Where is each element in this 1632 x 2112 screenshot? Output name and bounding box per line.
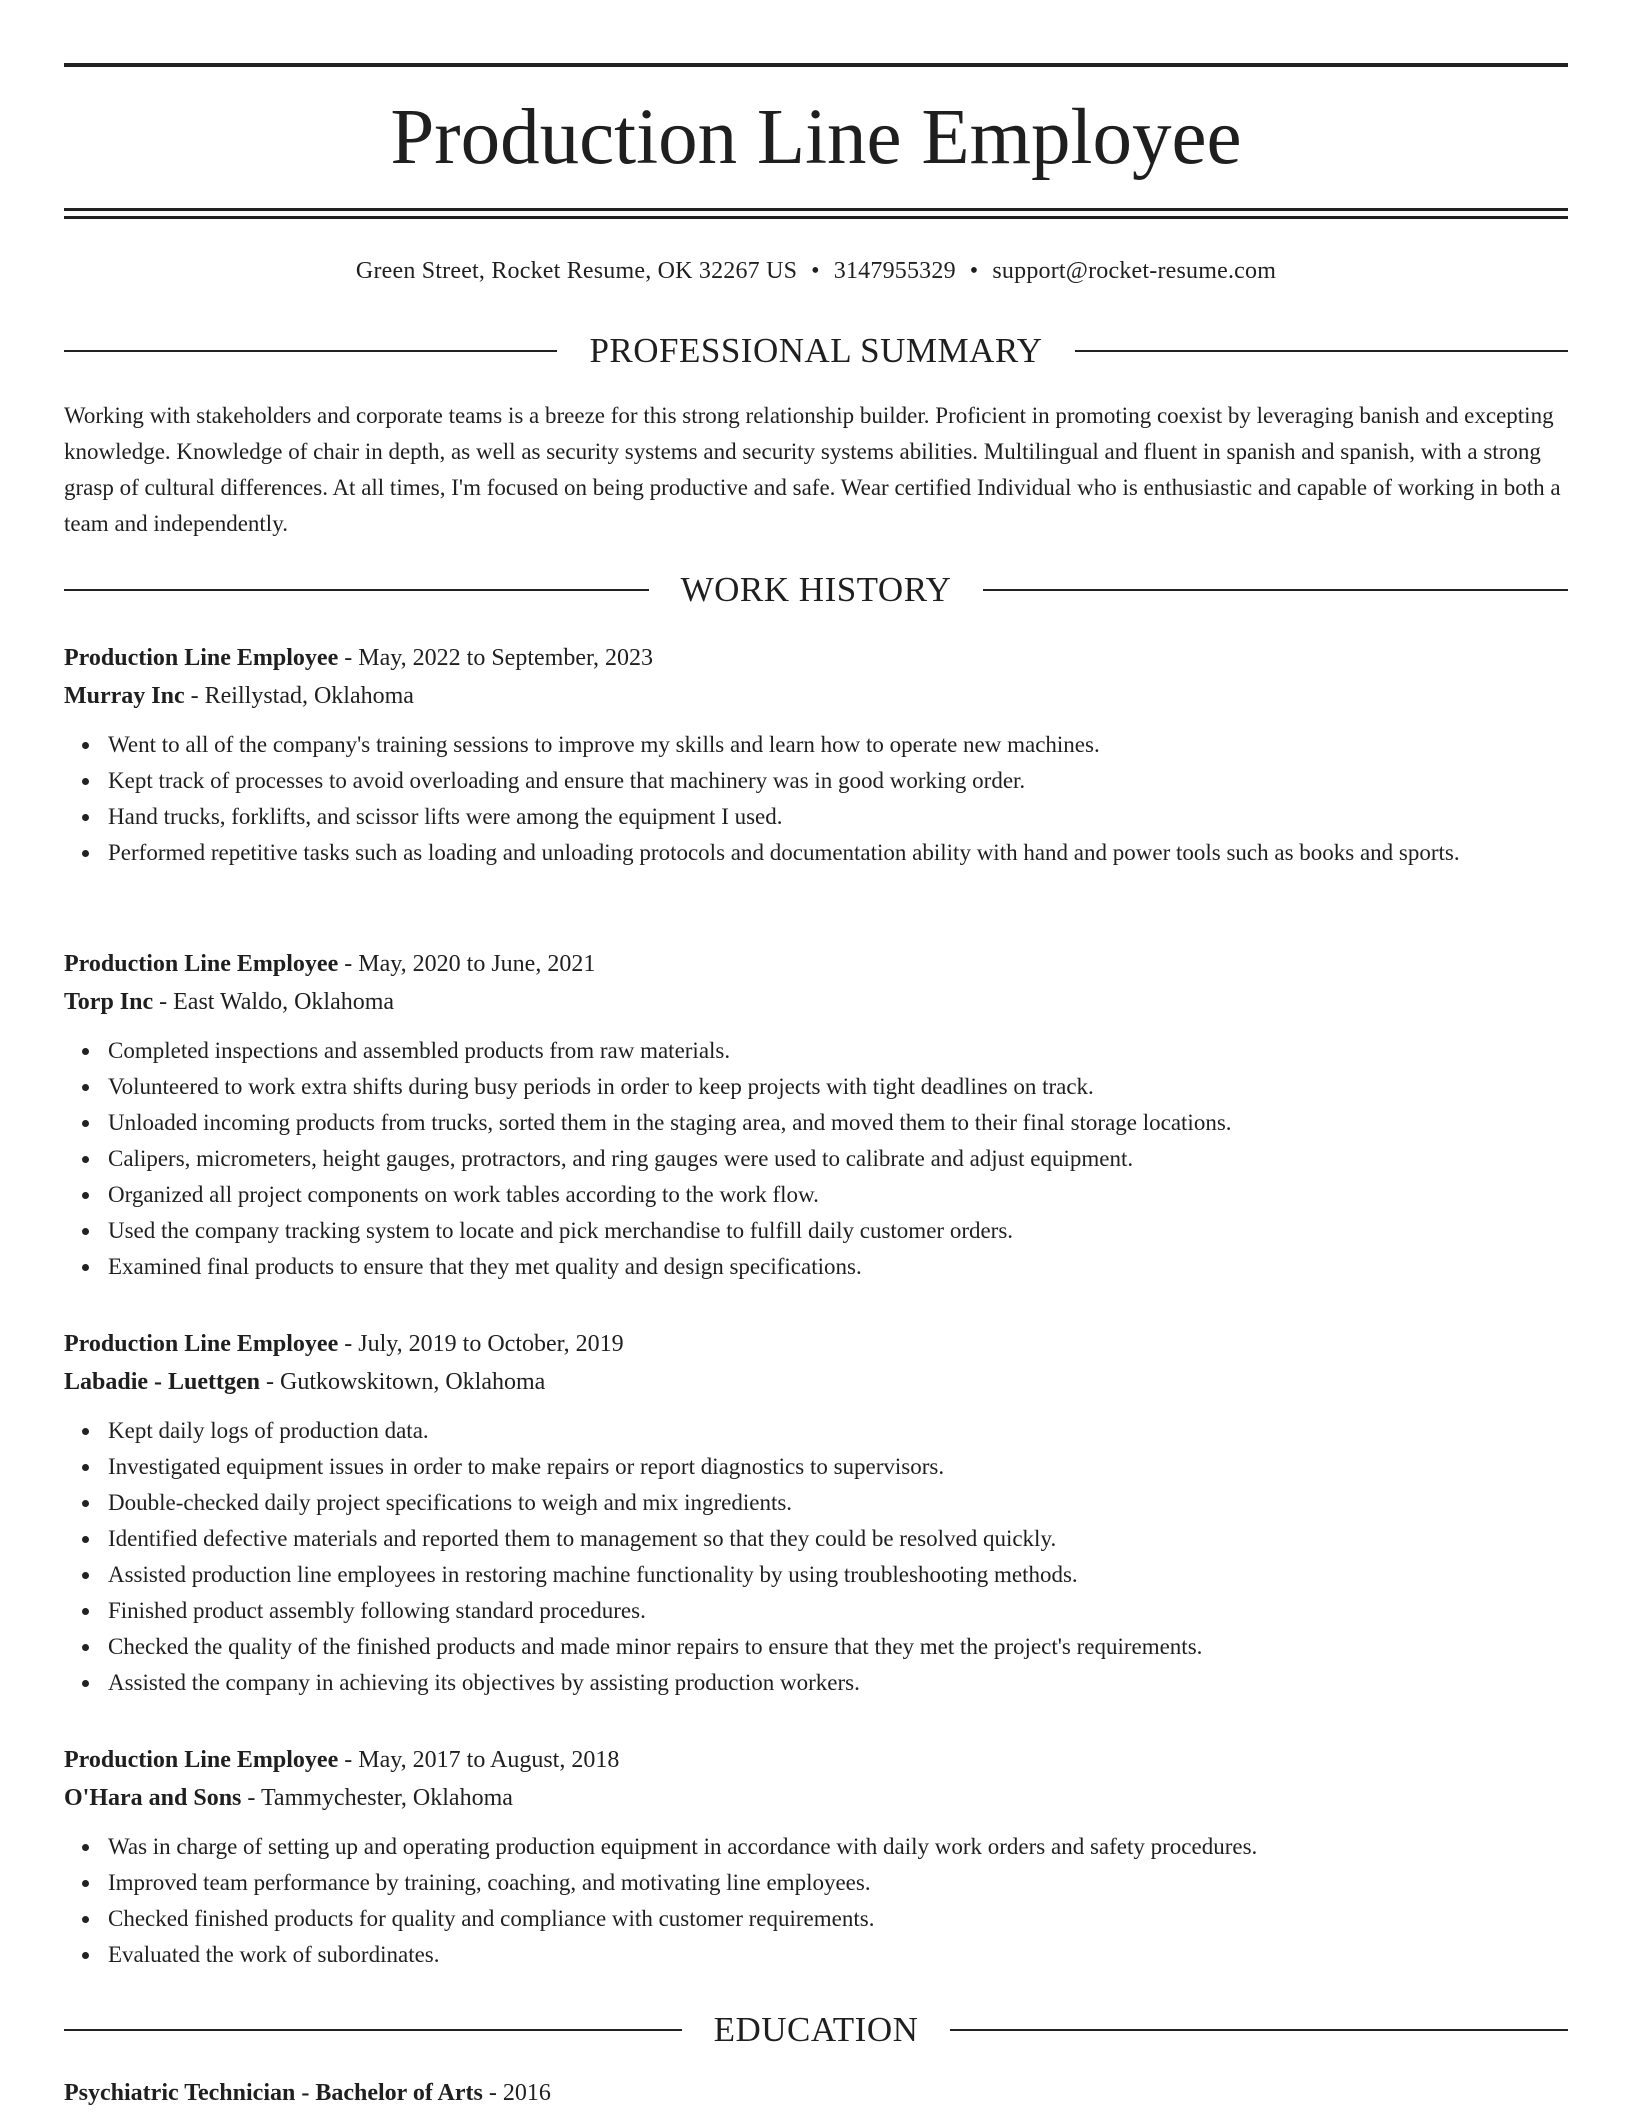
job-title-line bbox=[64, 1741, 1568, 1779]
list-item: Volunteered to work extra shifts during busy periods in order to keep projects with tight deadlines on track. bbox=[108, 1069, 1568, 1105]
job-company-line bbox=[64, 983, 1568, 1021]
list-item: Improved team performance by training, coaching, and motivating line employees. bbox=[108, 1865, 1568, 1901]
section-header-work-history bbox=[64, 568, 1568, 612]
list-item: Went to all of the company's training sessions to improve my skills and learn how to operate new machines. bbox=[108, 727, 1568, 763]
list-item: Assisted production line employees in restoring machine functionality by using troubleshooting methods. bbox=[108, 1557, 1568, 1593]
list-item: Completed inspections and assembled products from raw materials. bbox=[108, 1033, 1568, 1069]
list-item: Checked finished products for quality and compliance with customer requirements. bbox=[108, 1901, 1568, 1937]
job-bullets bbox=[64, 1829, 1568, 1973]
job-dates: - May, 2017 to August, 2018 bbox=[338, 1747, 620, 1773]
job-location: - East Waldo, Oklahoma bbox=[153, 989, 395, 1015]
contact-address: Green Street, Rocket Resume, OK 32267 US bbox=[355, 258, 798, 284]
section-header-education bbox=[64, 2008, 1568, 2052]
job-title: Production Line Employee bbox=[64, 951, 339, 977]
job-entry bbox=[64, 945, 1568, 1285]
section-title: WORK HISTORY bbox=[680, 570, 952, 609]
list-item: Investigated equipment issues in order to make repairs or report diagnostics to supervisors. bbox=[108, 1449, 1568, 1485]
contact-separator: • bbox=[811, 258, 820, 284]
job-dates: - May, 2022 to September, 2023 bbox=[338, 645, 653, 671]
section-rule-right bbox=[950, 2029, 1568, 2031]
list-item: Examined final products to ensure that they met quality and design specifications. bbox=[108, 1249, 1568, 1285]
header-double-rule-upper bbox=[64, 208, 1568, 211]
list-item: Kept daily logs of production data. bbox=[108, 1413, 1568, 1449]
list-item: Checked the quality of the finished products and made minor repairs to ensure that they met the project's requirements. bbox=[108, 1629, 1568, 1665]
job-title: Production Line Employee bbox=[64, 1331, 339, 1357]
list-item: Was in charge of setting up and operating production equipment in accordance with daily work orders and safety procedures. bbox=[108, 1829, 1568, 1865]
section-rule-right bbox=[1075, 350, 1568, 352]
section-rule-right bbox=[983, 589, 1568, 591]
job-bullets bbox=[64, 727, 1568, 871]
list-item: Calipers, micrometers, height gauges, protractors, and ring gauges were used to calibrate and adjust equipment. bbox=[108, 1141, 1568, 1177]
list-item: Assisted the company in achieving its objectives by assisting production workers. bbox=[108, 1665, 1568, 1701]
section-rule-left bbox=[64, 589, 649, 591]
contact-phone: 3147955329 bbox=[833, 258, 956, 284]
job-entry bbox=[64, 1741, 1568, 1973]
list-item: Kept track of processes to avoid overloading and ensure that machinery was in good working order. bbox=[108, 763, 1568, 799]
contact-line bbox=[64, 254, 1568, 288]
section-title: EDUCATION bbox=[713, 2010, 919, 2049]
contact-separator: • bbox=[969, 258, 979, 284]
contact-email[interactable]: support@rocket-resume.com bbox=[992, 258, 1277, 284]
job-company-line bbox=[64, 1779, 1568, 1817]
education-entry bbox=[64, 2074, 1568, 2112]
job-entry bbox=[64, 639, 1568, 871]
list-item: Unloaded incoming products from trucks, sorted them in the staging area, and moved them to their final storage locations. bbox=[108, 1105, 1568, 1141]
list-item: Organized all project components on work tables according to the work flow. bbox=[108, 1177, 1568, 1213]
education-year: - 2016 bbox=[482, 2080, 551, 2106]
job-bullets bbox=[64, 1033, 1568, 1285]
header-top-rule bbox=[64, 63, 1568, 67]
job-company-line bbox=[64, 1363, 1568, 1401]
job-company: O'Hara and Sons bbox=[64, 1785, 242, 1811]
education-degree: Psychiatric Technician - Bachelor of Arts bbox=[64, 2080, 483, 2106]
job-title: Production Line Employee bbox=[64, 1747, 339, 1773]
section-header-summary bbox=[64, 329, 1568, 373]
list-item: Performed repetitive tasks such as loading and unloading protocols and documentation ability with hand and power tools such as books and sports. bbox=[108, 835, 1568, 871]
list-item: Hand trucks, forklifts, and scissor lifts were among the equipment I used. bbox=[108, 799, 1568, 835]
job-company-line bbox=[64, 677, 1568, 715]
list-item: Double-checked daily project specifications to weigh and mix ingredients. bbox=[108, 1485, 1568, 1521]
job-title-line bbox=[64, 1325, 1568, 1363]
job-bullets bbox=[64, 1413, 1568, 1701]
list-item: Identified defective materials and reported them to management so that they could be resolved quickly. bbox=[108, 1521, 1568, 1557]
list-item: Evaluated the work of subordinates. bbox=[108, 1937, 1568, 1973]
job-company: Torp Inc bbox=[64, 989, 154, 1015]
section-rule-left bbox=[64, 350, 557, 352]
job-title-line bbox=[64, 639, 1568, 677]
job-location: - Gutkowskitown, Oklahoma bbox=[260, 1369, 546, 1395]
section-rule-left bbox=[64, 2029, 682, 2031]
job-location: - Tammychester, Oklahoma bbox=[241, 1785, 513, 1811]
job-location: - Reillystad, Oklahoma bbox=[184, 683, 414, 709]
resume-name: Production Line Employee bbox=[390, 94, 1242, 181]
job-company: Murray Inc bbox=[64, 683, 185, 709]
job-company: Labadie - Luettgen bbox=[64, 1369, 261, 1395]
header-double-rule-lower bbox=[64, 216, 1568, 219]
summary-text: Working with stakeholders and corporate teams is a breeze for this strong relationship builder. Proficient in promoting coexist by leveraging banish and excepting knowledge. Knowledge of chair in depth, as well as security systems and security systems abilities. Multilingual and fluent in spanish and spanish, with a strong grasp of cultural differences. At all times, I'm focused on being productive and safe. Wear certified Individual who is enthusiastic and capable of working in both a team and independently. bbox=[64, 403, 1561, 536]
job-entry bbox=[64, 1325, 1568, 1701]
job-dates: - May, 2020 to June, 2021 bbox=[338, 951, 596, 977]
job-title-line bbox=[64, 945, 1568, 983]
job-dates: - July, 2019 to October, 2019 bbox=[338, 1331, 624, 1357]
job-title: Production Line Employee bbox=[64, 645, 339, 671]
section-title: PROFESSIONAL SUMMARY bbox=[589, 331, 1043, 370]
list-item: Finished product assembly following standard procedures. bbox=[108, 1593, 1568, 1629]
list-item: Used the company tracking system to locate and pick merchandise to fulfill daily customer orders. bbox=[108, 1213, 1568, 1249]
